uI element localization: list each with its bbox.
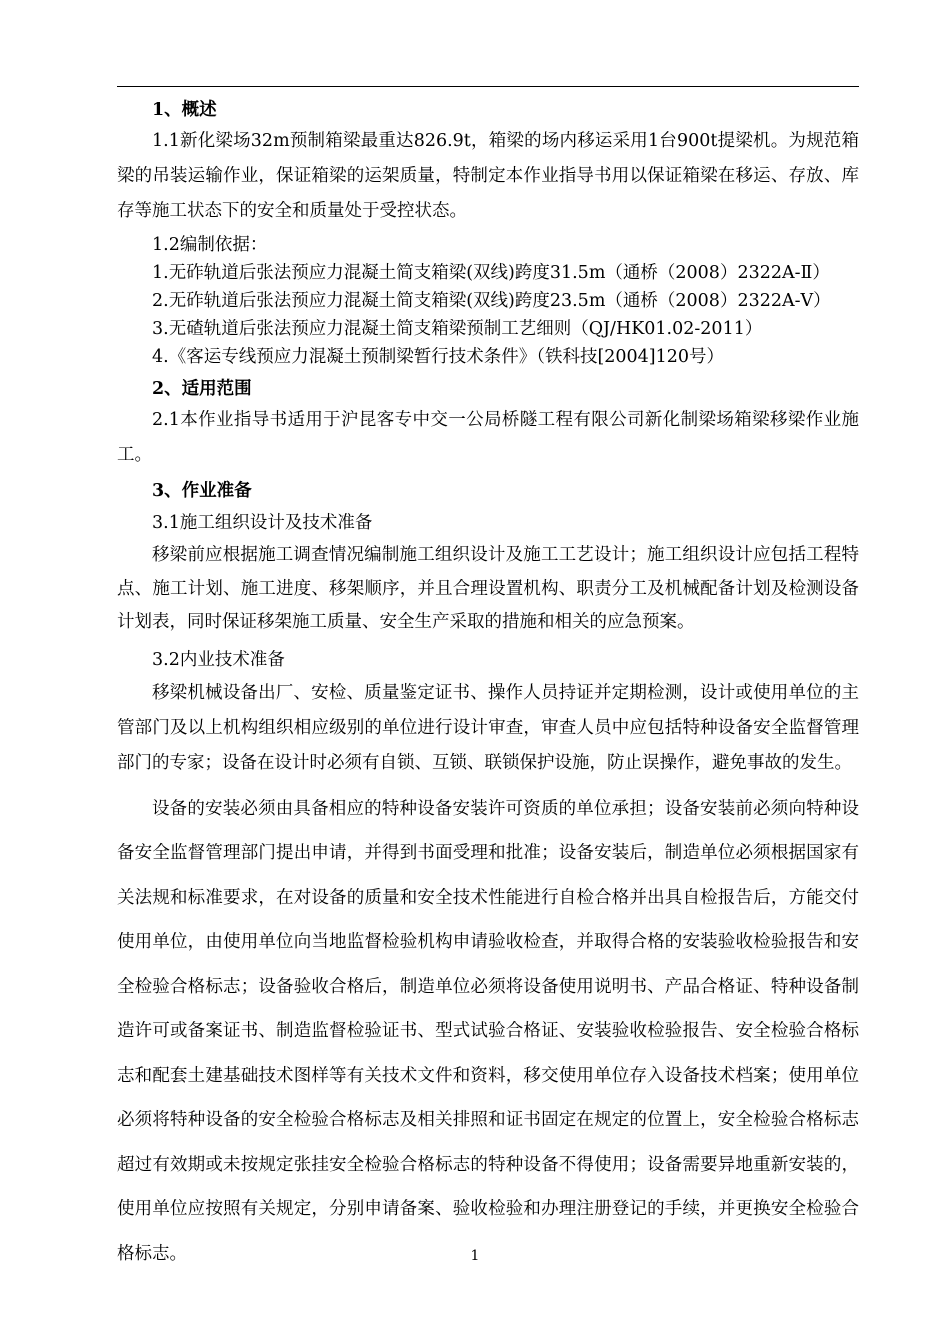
reference-item-3: 3.无碴轨道后张法预应力混凝土简支箱梁预制工艺细则（QJ/HK01.02-2011） <box>152 319 763 339</box>
section-3-2-paragraph-1: 移梁机械设备出厂、安检、质量鉴定证书、操作人员持证并定期检测，设计或使用单位的主管部门及以上机构组织相应级别的单位进行设计审查，审查人员中应包括特种设备安全监督管理部门的专家；设备在设计时必须有自锁、互锁、联锁保护设施，防止误操作，避免事故的发生。 <box>117 682 859 773</box>
document-body <box>117 96 859 1276</box>
header-rule <box>117 86 859 87</box>
reference-item-1: 1.无砟轨道后张法预应力混凝土简支箱梁(双线)跨度31.5m（通桥（2008）2322A-Ⅱ） <box>152 263 830 283</box>
section-3-2-paragraph-2: 设备的安装必须由具备相应的特种设备安装许可资质的单位承担；设备安装前必须向特种设备安全监督管理部门提出申请，并得到书面受理和批准；设备安装后，制造单位必须根据国家有关法规和标准要求，在对设备的质量和安全技术性能进行自检合格并出具自检报告后，方能交付使用单位，由使用单位向当地监督检验机构申请验收检查，并取得合格的安装验收检验报告和安全检验合格标志；设备验收合格后，制造单位必须将设备使用说明书、产品合格证、特种设备制造许可或备案证书、制造监督检验证书、型式试验合格证、安装验收检验报告、安全检验合格标志和配套土建基础技术图样等有关技术文件和资料，移交使用单位存入设备技术档案；使用单位必须将特种设备的安全检验合格标志及相关排照和证书固定在规定的位置上，安全检验合格标志超过有效期或未按规定张挂安全检验合格标志的特种设备不得使用；设备需要异地重新安装的，使用单位应按照有关规定，分别申请备案、验收检验和办理注册登记的手续，并更换安全检验合格标志。 <box>117 798 859 1264</box>
section-1-2-title: 1.2编制依据： <box>152 235 268 255</box>
section-3-2-title: 3.2内业技术准备 <box>152 649 285 670</box>
section-2-1-paragraph: 2.1本作业指导书适用于沪昆客专中交一公局桥隧工程有限公司新化制梁场箱梁移梁作业施工。 <box>117 410 859 465</box>
section-3-1-paragraph: 移梁前应根据施工调查情况编制施工组织设计及施工工艺设计；施工组织设计应包括工程特点、施工计划、施工进度、移架顺序，并且合理设置机构、职责分工及机械配备计划及检测设备计划表，同时保证移架施工质量、安全生产采取的措施和相关的应急预案。 <box>117 545 859 632</box>
section-3-heading: 3、作业准备 <box>152 481 252 501</box>
reference-item-2: 2.无砟轨道后张法预应力混凝土简支箱梁(双线)跨度23.5m（通桥（2008）2322A-Ⅴ） <box>152 291 831 311</box>
reference-item-4: 4.《客运专线预应力混凝土预制梁暂行技术条件》（铁科技[2004]120号） <box>152 347 725 367</box>
section-1-heading: 1、概述 <box>152 100 217 120</box>
page-number: 1 <box>470 1248 480 1264</box>
section-1-1-paragraph: 1.1新化梁场32m预制箱梁最重达826.9t，箱梁的场内移运采用1台900t提梁机。为规范箱梁的吊装运输作业，保证箱梁的运架质量，特制定本作业指导书用以保证箱梁在移运、存放、库存等施工状态下的安全和质量处于受控状态。 <box>117 131 859 221</box>
section-2-heading: 2、适用范围 <box>152 379 252 399</box>
section-3-1-title: 3.1施工组织设计及技术准备 <box>152 513 373 533</box>
